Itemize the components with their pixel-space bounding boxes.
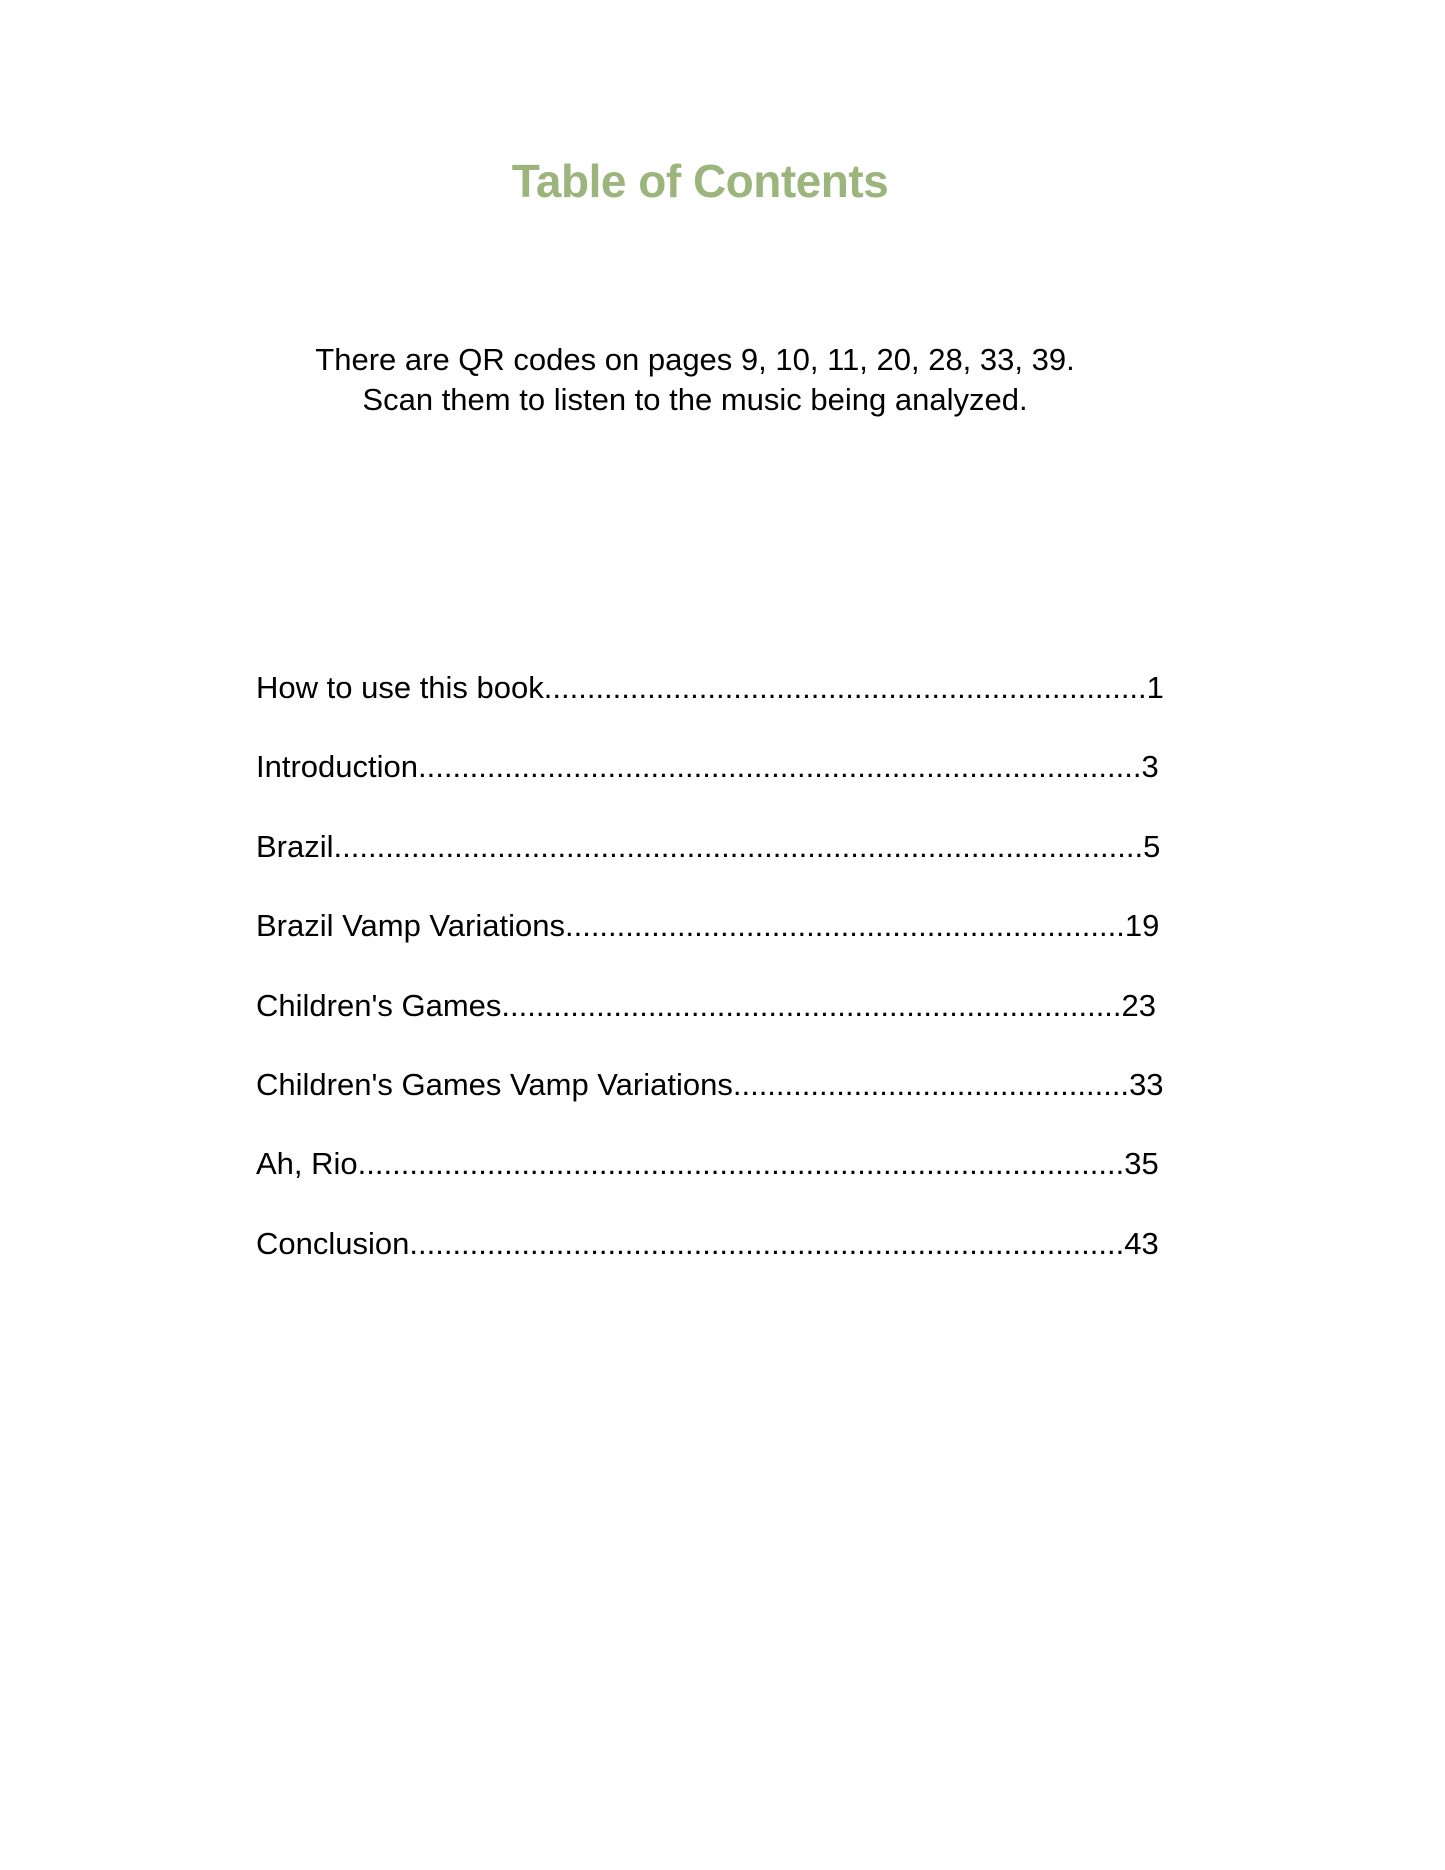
qr-note-line-1: There are QR codes on pages 9, 10, 11, 20, 28, 33, 39. xyxy=(315,342,1075,377)
toc-entry-title: Children's Games xyxy=(256,987,502,1023)
toc-entry-title-line xyxy=(256,747,1159,787)
toc-leader-dots: .............................................................................................. xyxy=(333,828,1144,864)
toc-entry-brazil[interactable] xyxy=(256,827,1166,867)
toc-entry-title-line xyxy=(256,906,1159,946)
toc-entry-page-number: 1 xyxy=(1146,670,1164,705)
toc-entry-introduction[interactable] xyxy=(256,747,1166,787)
toc-entry-title: Ah, Rio xyxy=(256,1146,358,1182)
toc-entry-page-number: 35 xyxy=(1124,1146,1159,1182)
toc-entry-page-number: 43 xyxy=(1124,1225,1159,1261)
toc-entry-title-line xyxy=(256,668,1164,708)
toc-entry-title: How to use this book xyxy=(256,670,544,705)
toc-leader-dots: ........................................................................ xyxy=(501,987,1122,1023)
toc-entry-title-line xyxy=(256,1065,1164,1105)
toc-entry-title: Brazil xyxy=(256,828,334,864)
toc-leader-dots: .............................................. xyxy=(732,1066,1130,1102)
toc-entry-title-line xyxy=(256,827,1160,867)
toc-entry-title-line xyxy=(256,1144,1159,1184)
toc-entry-page-number: 5 xyxy=(1143,828,1161,864)
page-title: Table of Contents xyxy=(511,154,889,207)
toc-entry-title-line xyxy=(256,1224,1159,1264)
toc-entry-title: Introduction xyxy=(256,749,418,785)
toc-entry-conclusion[interactable] xyxy=(256,1224,1166,1264)
toc-leader-dots: ...................................................................... xyxy=(543,670,1147,705)
toc-leader-dots: ......................................................................................... xyxy=(357,1146,1125,1182)
toc-leader-dots: .................................................................................... xyxy=(418,749,1142,785)
toc-leader-dots: ................................................................................... xyxy=(409,1225,1125,1261)
toc-entry-ah-rio[interactable] xyxy=(256,1144,1166,1184)
table-of-contents xyxy=(256,668,1166,1303)
toc-entry-page-number: 23 xyxy=(1121,987,1157,1023)
toc-entry-title: Brazil Vamp Variations xyxy=(256,908,565,944)
toc-leader-dots: ................................................................. xyxy=(564,908,1125,944)
toc-entry-page-number: 3 xyxy=(1141,749,1159,785)
toc-entry-title: Conclusion xyxy=(256,1225,410,1261)
toc-entry-childrens-games[interactable] xyxy=(256,986,1166,1026)
qr-code-note xyxy=(0,340,1390,420)
toc-entry-brazil-vamp-variations[interactable] xyxy=(256,906,1166,946)
toc-entry-how-to-use[interactable] xyxy=(256,668,1166,708)
toc-entry-title: Children's Games Vamp Variations xyxy=(256,1066,733,1102)
toc-entry-page-number: 33 xyxy=(1129,1066,1164,1102)
toc-entry-page-number: 19 xyxy=(1124,908,1160,944)
toc-entry-title-line xyxy=(256,986,1156,1026)
toc-entry-childrens-games-vamp-variations[interactable] xyxy=(256,1065,1166,1105)
qr-note-line-2: Scan them to listen to the music being analyzed. xyxy=(362,382,1028,417)
